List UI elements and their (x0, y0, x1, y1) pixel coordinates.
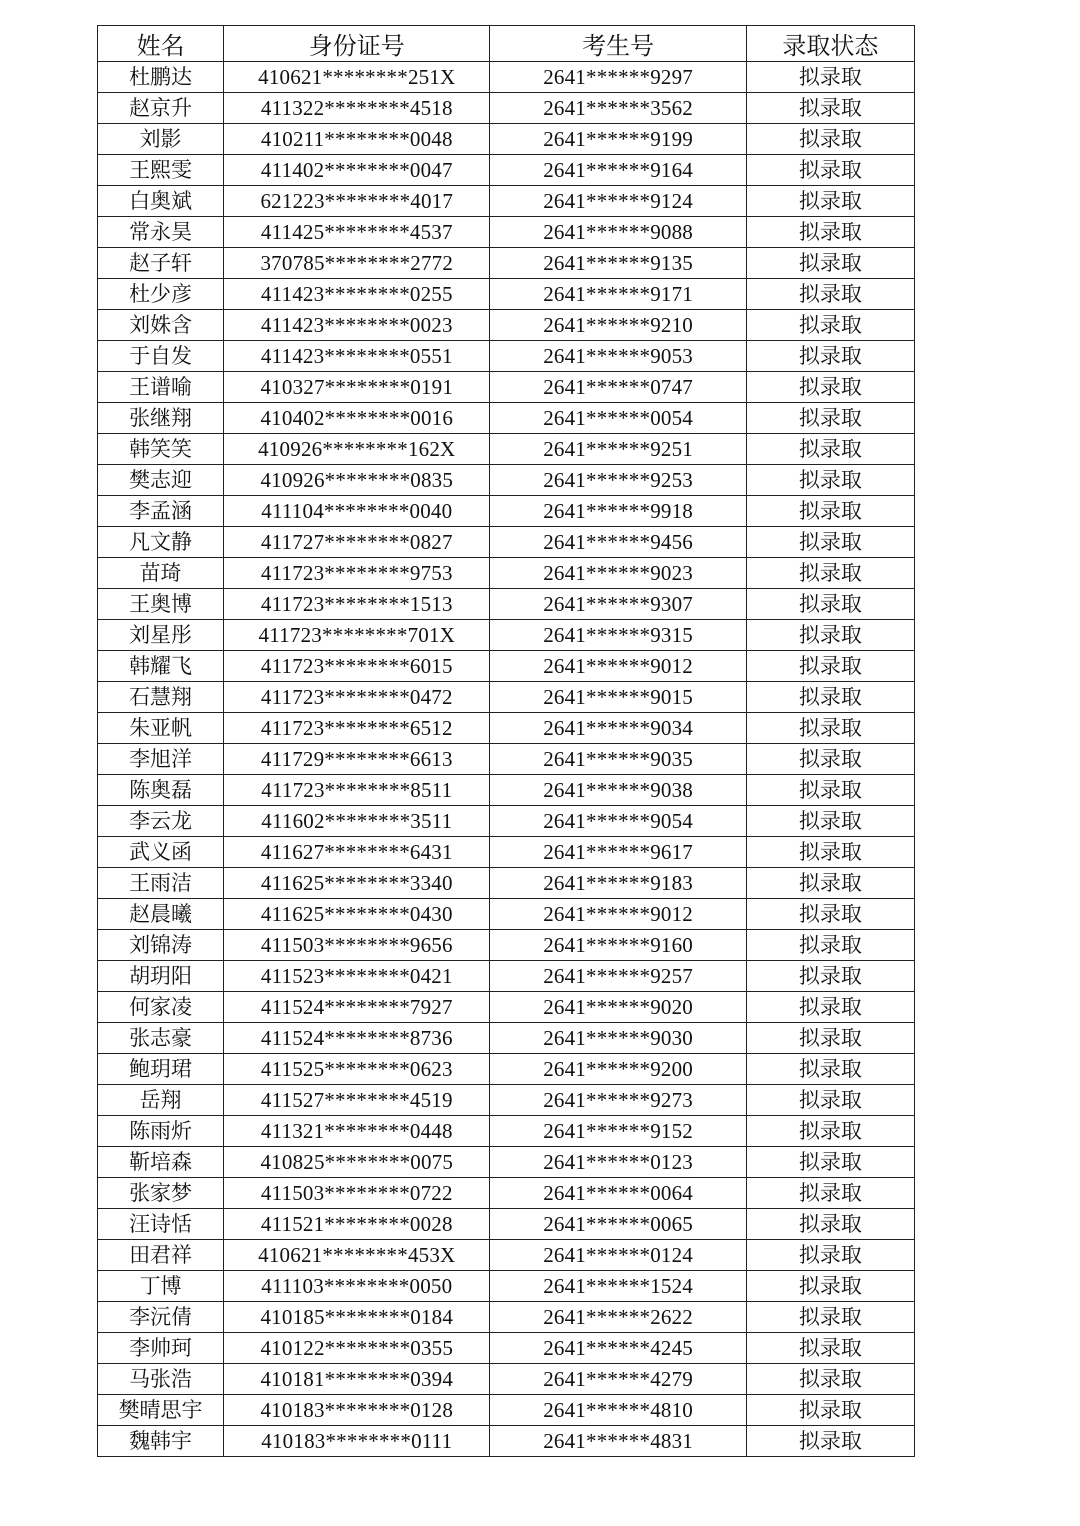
cell-name: 岳翔 (98, 1085, 224, 1116)
cell-id-number: 411723********1513 (224, 589, 490, 620)
table-row (98, 62, 915, 93)
cell-name: 赵晨曦 (98, 899, 224, 930)
cell-name: 丁博 (98, 1271, 224, 1302)
cell-status: 拟录取 (746, 992, 914, 1023)
table-row (98, 403, 915, 434)
cell-id-number: 411524********7927 (224, 992, 490, 1023)
table-row (98, 1209, 915, 1240)
cell-exam-number: 2641******9200 (490, 1054, 746, 1085)
table-row (98, 372, 915, 403)
cell-id-number: 370785********2772 (224, 248, 490, 279)
cell-name: 李云龙 (98, 806, 224, 837)
cell-status: 拟录取 (746, 186, 914, 217)
header-row (98, 26, 915, 62)
cell-exam-number: 2641******4810 (490, 1395, 746, 1426)
cell-exam-number: 2641******9054 (490, 806, 746, 837)
cell-name: 胡玥阳 (98, 961, 224, 992)
cell-name: 田君祥 (98, 1240, 224, 1271)
cell-status: 拟录取 (746, 620, 914, 651)
cell-status: 拟录取 (746, 93, 914, 124)
header-id-number: 身份证号 (224, 26, 490, 62)
table-row (98, 930, 915, 961)
cell-status: 拟录取 (746, 806, 914, 837)
cell-exam-number: 2641******9253 (490, 465, 746, 496)
cell-id-number: 411723********701X (224, 620, 490, 651)
cell-exam-number: 2641******9160 (490, 930, 746, 961)
cell-id-number: 410327********0191 (224, 372, 490, 403)
table-row (98, 217, 915, 248)
cell-exam-number: 2641******9307 (490, 589, 746, 620)
cell-exam-number: 2641******4245 (490, 1333, 746, 1364)
cell-status: 拟录取 (746, 372, 914, 403)
table-row (98, 744, 915, 775)
cell-status: 拟录取 (746, 496, 914, 527)
cell-name: 樊晴思宇 (98, 1395, 224, 1426)
table-row (98, 341, 915, 372)
table-row (98, 1426, 915, 1457)
cell-exam-number: 2641******4831 (490, 1426, 746, 1457)
header-status: 录取状态 (746, 26, 914, 62)
table-row (98, 620, 915, 651)
cell-name: 刘星彤 (98, 620, 224, 651)
cell-status: 拟录取 (746, 248, 914, 279)
cell-status: 拟录取 (746, 1426, 914, 1457)
cell-id-number: 410825********0075 (224, 1147, 490, 1178)
cell-name: 李旭洋 (98, 744, 224, 775)
cell-name: 苗琦 (98, 558, 224, 589)
cell-status: 拟录取 (746, 868, 914, 899)
cell-id-number: 411723********6015 (224, 651, 490, 682)
cell-exam-number: 2641******9053 (490, 341, 746, 372)
cell-status: 拟录取 (746, 217, 914, 248)
cell-id-number: 411521********0028 (224, 1209, 490, 1240)
table-row (98, 496, 915, 527)
cell-name: 何家凌 (98, 992, 224, 1023)
cell-status: 拟录取 (746, 1271, 914, 1302)
table-row (98, 682, 915, 713)
cell-name: 陈雨炘 (98, 1116, 224, 1147)
cell-exam-number: 2641******9273 (490, 1085, 746, 1116)
cell-id-number: 410926********162X (224, 434, 490, 465)
cell-status: 拟录取 (746, 775, 914, 806)
cell-name: 王谱喻 (98, 372, 224, 403)
cell-id-number: 411627********6431 (224, 837, 490, 868)
cell-id-number: 411423********0255 (224, 279, 490, 310)
cell-id-number: 411103********0050 (224, 1271, 490, 1302)
table-row (98, 1178, 915, 1209)
table-row (98, 806, 915, 837)
cell-exam-number: 2641******9199 (490, 124, 746, 155)
table-row (98, 1023, 915, 1054)
cell-id-number: 410621********453X (224, 1240, 490, 1271)
cell-name: 刘姝含 (98, 310, 224, 341)
cell-id-number: 410185********0184 (224, 1302, 490, 1333)
cell-exam-number: 2641******0065 (490, 1209, 746, 1240)
cell-id-number: 411423********0023 (224, 310, 490, 341)
admission-table (97, 25, 915, 1457)
cell-id-number: 411729********6613 (224, 744, 490, 775)
cell-status: 拟录取 (746, 1395, 914, 1426)
cell-id-number: 411625********0430 (224, 899, 490, 930)
cell-id-number: 411525********0623 (224, 1054, 490, 1085)
table-row (98, 713, 915, 744)
cell-id-number: 411723********9753 (224, 558, 490, 589)
cell-status: 拟录取 (746, 1209, 914, 1240)
cell-name: 刘锦涛 (98, 930, 224, 961)
cell-exam-number: 2641******9012 (490, 651, 746, 682)
cell-exam-number: 2641******9035 (490, 744, 746, 775)
cell-id-number: 411402********0047 (224, 155, 490, 186)
cell-exam-number: 2641******0124 (490, 1240, 746, 1271)
cell-exam-number: 2641******9020 (490, 992, 746, 1023)
cell-id-number: 411602********3511 (224, 806, 490, 837)
cell-name: 韩耀飞 (98, 651, 224, 682)
cell-status: 拟录取 (746, 62, 914, 93)
table-row (98, 775, 915, 806)
cell-name: 赵京升 (98, 93, 224, 124)
cell-id-number: 411727********0827 (224, 527, 490, 558)
cell-id-number: 411527********4519 (224, 1085, 490, 1116)
table-row (98, 589, 915, 620)
cell-name: 武义函 (98, 837, 224, 868)
cell-id-number: 410402********0016 (224, 403, 490, 434)
cell-status: 拟录取 (746, 403, 914, 434)
cell-name: 靳培森 (98, 1147, 224, 1178)
table-row (98, 651, 915, 682)
cell-exam-number: 2641******9152 (490, 1116, 746, 1147)
cell-name: 王雨洁 (98, 868, 224, 899)
cell-id-number: 410211********0048 (224, 124, 490, 155)
cell-status: 拟录取 (746, 651, 914, 682)
cell-id-number: 411625********3340 (224, 868, 490, 899)
cell-name: 于自发 (98, 341, 224, 372)
cell-name: 李沅倩 (98, 1302, 224, 1333)
cell-id-number: 411503********9656 (224, 930, 490, 961)
table-row (98, 1054, 915, 1085)
cell-name: 常永昊 (98, 217, 224, 248)
table-row (98, 310, 915, 341)
cell-status: 拟录取 (746, 434, 914, 465)
table-row (98, 868, 915, 899)
cell-id-number: 411322********4518 (224, 93, 490, 124)
cell-id-number: 410183********0111 (224, 1426, 490, 1457)
cell-exam-number: 2641******3562 (490, 93, 746, 124)
cell-id-number: 411524********8736 (224, 1023, 490, 1054)
cell-status: 拟录取 (746, 589, 914, 620)
cell-name: 魏韩宇 (98, 1426, 224, 1457)
cell-name: 刘影 (98, 124, 224, 155)
table-row (98, 434, 915, 465)
table-row (98, 1395, 915, 1426)
table-row (98, 1240, 915, 1271)
table-row (98, 279, 915, 310)
cell-id-number: 411503********0722 (224, 1178, 490, 1209)
cell-exam-number: 2641******9038 (490, 775, 746, 806)
cell-name: 凡文静 (98, 527, 224, 558)
cell-status: 拟录取 (746, 744, 914, 775)
cell-id-number: 411523********0421 (224, 961, 490, 992)
cell-status: 拟录取 (746, 527, 914, 558)
cell-id-number: 411321********0448 (224, 1116, 490, 1147)
cell-exam-number: 2641******9023 (490, 558, 746, 589)
cell-status: 拟录取 (746, 124, 914, 155)
table-row (98, 1085, 915, 1116)
cell-id-number: 410926********0835 (224, 465, 490, 496)
cell-name: 张家梦 (98, 1178, 224, 1209)
cell-id-number: 410181********0394 (224, 1364, 490, 1395)
table-row (98, 961, 915, 992)
cell-status: 拟录取 (746, 961, 914, 992)
table-body (98, 62, 915, 1457)
table-row (98, 186, 915, 217)
table-row (98, 558, 915, 589)
cell-exam-number: 2641******9617 (490, 837, 746, 868)
cell-status: 拟录取 (746, 558, 914, 589)
cell-status: 拟录取 (746, 279, 914, 310)
cell-status: 拟录取 (746, 1116, 914, 1147)
cell-status: 拟录取 (746, 682, 914, 713)
cell-id-number: 411104********0040 (224, 496, 490, 527)
cell-name: 赵子轩 (98, 248, 224, 279)
cell-name: 马张浩 (98, 1364, 224, 1395)
cell-exam-number: 2641******1524 (490, 1271, 746, 1302)
cell-status: 拟录取 (746, 1023, 914, 1054)
cell-exam-number: 2641******0747 (490, 372, 746, 403)
cell-status: 拟录取 (746, 899, 914, 930)
cell-id-number: 410621********251X (224, 62, 490, 93)
cell-status: 拟录取 (746, 465, 914, 496)
cell-name: 李帅珂 (98, 1333, 224, 1364)
cell-name: 鲍玥珺 (98, 1054, 224, 1085)
cell-name: 李孟涵 (98, 496, 224, 527)
header-exam-number: 考生号 (490, 26, 746, 62)
table-row (98, 1364, 915, 1395)
cell-status: 拟录取 (746, 1147, 914, 1178)
cell-exam-number: 2641******9012 (490, 899, 746, 930)
table-row (98, 1333, 915, 1364)
cell-status: 拟录取 (746, 1302, 914, 1333)
cell-exam-number: 2641******0054 (490, 403, 746, 434)
cell-exam-number: 2641******4279 (490, 1364, 746, 1395)
table-row (98, 992, 915, 1023)
cell-exam-number: 2641******9171 (490, 279, 746, 310)
header-name: 姓名 (98, 26, 224, 62)
cell-exam-number: 2641******9124 (490, 186, 746, 217)
table-row (98, 1302, 915, 1333)
cell-name: 张志豪 (98, 1023, 224, 1054)
cell-exam-number: 2641******0123 (490, 1147, 746, 1178)
cell-status: 拟录取 (746, 1178, 914, 1209)
cell-exam-number: 2641******9297 (490, 62, 746, 93)
cell-name: 王奥博 (98, 589, 224, 620)
cell-name: 杜少彦 (98, 279, 224, 310)
cell-id-number: 410183********0128 (224, 1395, 490, 1426)
cell-id-number: 411423********0551 (224, 341, 490, 372)
cell-status: 拟录取 (746, 155, 914, 186)
cell-status: 拟录取 (746, 1085, 914, 1116)
table-row (98, 1116, 915, 1147)
cell-name: 樊志迎 (98, 465, 224, 496)
cell-name: 汪诗恬 (98, 1209, 224, 1240)
cell-exam-number: 2641******9315 (490, 620, 746, 651)
table-row (98, 93, 915, 124)
cell-status: 拟录取 (746, 837, 914, 868)
table-row (98, 527, 915, 558)
table-row (98, 837, 915, 868)
cell-id-number: 411723********0472 (224, 682, 490, 713)
cell-name: 朱亚帆 (98, 713, 224, 744)
cell-exam-number: 2641******9034 (490, 713, 746, 744)
cell-status: 拟录取 (746, 341, 914, 372)
cell-exam-number: 2641******9210 (490, 310, 746, 341)
cell-status: 拟录取 (746, 310, 914, 341)
cell-id-number: 411723********6512 (224, 713, 490, 744)
cell-exam-number: 2641******9257 (490, 961, 746, 992)
cell-id-number: 411723********8511 (224, 775, 490, 806)
cell-status: 拟录取 (746, 1054, 914, 1085)
cell-exam-number: 2641******9164 (490, 155, 746, 186)
cell-exam-number: 2641******9183 (490, 868, 746, 899)
cell-name: 石慧翔 (98, 682, 224, 713)
cell-id-number: 411425********4537 (224, 217, 490, 248)
cell-status: 拟录取 (746, 1364, 914, 1395)
table-row (98, 899, 915, 930)
cell-status: 拟录取 (746, 930, 914, 961)
cell-id-number: 621223********4017 (224, 186, 490, 217)
cell-status: 拟录取 (746, 1240, 914, 1271)
cell-exam-number: 2641******9015 (490, 682, 746, 713)
table-row (98, 155, 915, 186)
cell-name: 白奥斌 (98, 186, 224, 217)
table-row (98, 465, 915, 496)
cell-exam-number: 2641******0064 (490, 1178, 746, 1209)
cell-name: 张继翔 (98, 403, 224, 434)
cell-id-number: 410122********0355 (224, 1333, 490, 1364)
table-row (98, 1271, 915, 1302)
cell-status: 拟录取 (746, 713, 914, 744)
table-row (98, 1147, 915, 1178)
cell-name: 王熙雯 (98, 155, 224, 186)
table-row (98, 124, 915, 155)
cell-exam-number: 2641******9456 (490, 527, 746, 558)
cell-exam-number: 2641******9030 (490, 1023, 746, 1054)
cell-exam-number: 2641******9135 (490, 248, 746, 279)
cell-name: 韩笑笑 (98, 434, 224, 465)
cell-exam-number: 2641******9918 (490, 496, 746, 527)
cell-exam-number: 2641******2622 (490, 1302, 746, 1333)
cell-name: 杜鹏达 (98, 62, 224, 93)
table-row (98, 248, 915, 279)
cell-exam-number: 2641******9251 (490, 434, 746, 465)
cell-status: 拟录取 (746, 1333, 914, 1364)
cell-exam-number: 2641******9088 (490, 217, 746, 248)
cell-name: 陈奥磊 (98, 775, 224, 806)
